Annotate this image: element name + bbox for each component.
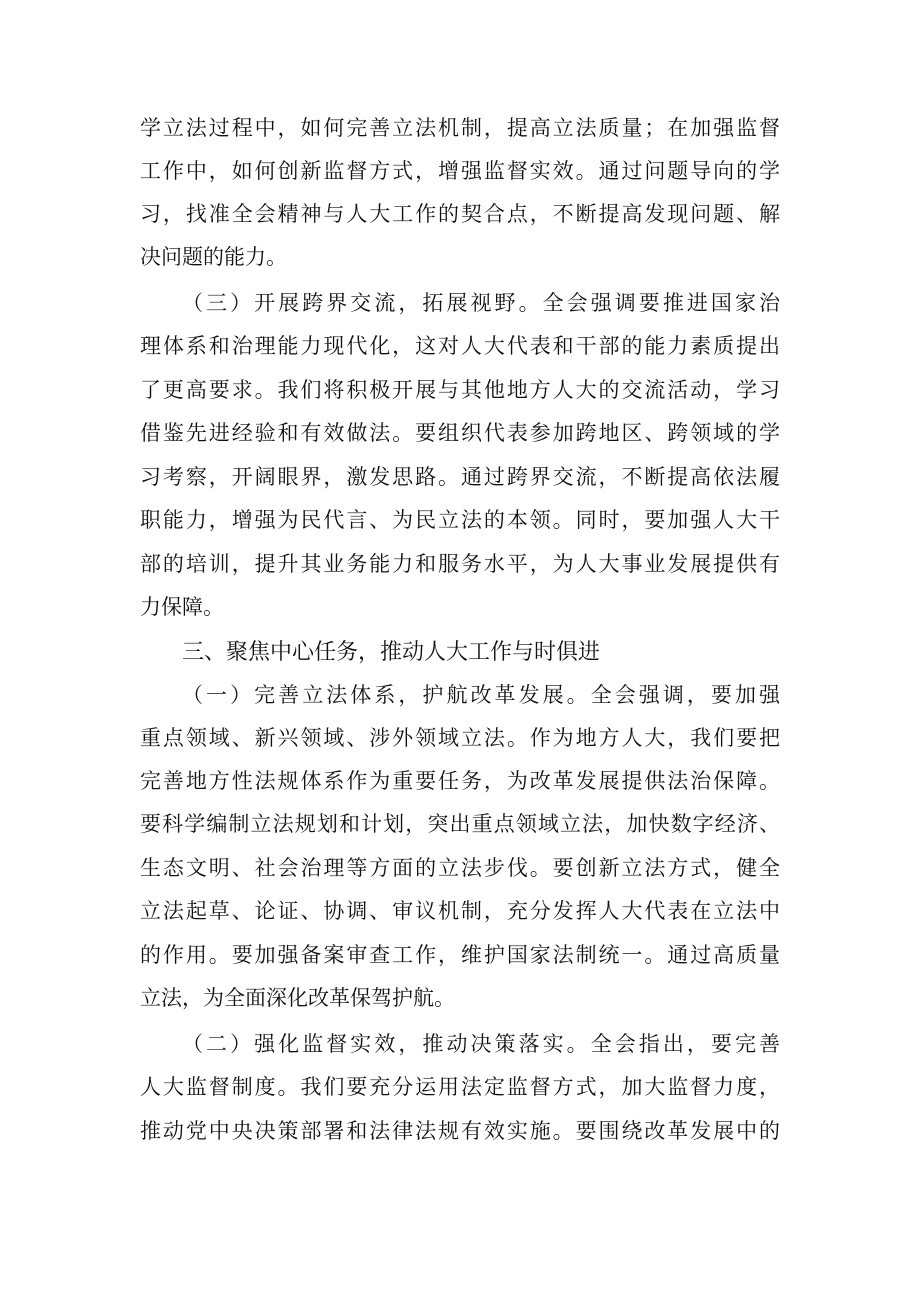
- paragraph-line: 习考察，开阔眼界，激发思路。通过跨界交流，不断提高依法履: [140, 465, 780, 489]
- paragraph-line: 了更高要求。我们将积极开展与其他地方人大的交流活动，学习: [140, 378, 780, 402]
- paragraph-line: 完善地方性法规体系作为重要任务，为改革发展提供法治保障。: [140, 769, 780, 793]
- paragraph-line: 理体系和治理能力现代化，这对人大代表和干部的能力素质提出: [140, 334, 780, 358]
- paragraph-first-line: （一）完善立法体系，护航改革发展。全会强调，要加强: [182, 683, 780, 707]
- section-heading: 三、聚焦中心任务，推动人大工作与时俱进: [182, 640, 601, 665]
- paragraph-line: 借鉴先进经验和有效做法。要组织代表参加跨地区、跨领域的学: [140, 421, 780, 445]
- paragraph-line: 立法，为全面深化改革保驾护航。: [140, 986, 455, 1010]
- paragraph-line: 工作中，如何创新监督方式，增强监督实效。通过问题导向的学: [140, 159, 780, 183]
- paragraph-line: 学立法过程中，如何完善立法机制，提高立法质量；在加强监督: [140, 116, 780, 140]
- paragraph-line: 要科学编制立法规划和计划，突出重点领域立法，加快数字经济、: [140, 812, 780, 836]
- paragraph-line: 人大监督制度。我们要充分运用法定监督方式，加大监督力度，: [140, 1075, 780, 1099]
- paragraph-line: 重点领域、新兴领域、涉外领域立法。作为地方人大，我们要把: [140, 726, 780, 750]
- paragraph-line: 习，找准全会精神与人大工作的契合点，不断提高发现问题、解: [140, 202, 780, 226]
- paragraph-line: 决问题的能力。: [140, 245, 287, 269]
- paragraph-line: 的作用。要加强备案审查工作，维护国家法制统一。通过高质量: [140, 943, 780, 967]
- paragraph-line: 力保障。: [140, 595, 224, 619]
- paragraph-first-line: （三）开展跨界交流，拓展视野。全会强调要推进国家治: [182, 291, 780, 315]
- paragraph-line: 生态文明、社会治理等方面的立法步伐。要创新立法方式，健全: [140, 856, 780, 880]
- paragraph-line: 立法起草、论证、协调、审议机制，充分发挥人大代表在立法中: [140, 899, 780, 923]
- paragraph-line: 部的培训，提升其业务能力和服务水平，为人大事业发展提供有: [140, 552, 780, 576]
- paragraph-line: 职能力，增强为民代言、为民立法的本领。同时，要加强人大干: [140, 508, 780, 532]
- paragraph-line: 推动党中央决策部署和法律法规有效实施。要围绕改革发展中的: [140, 1119, 780, 1143]
- paragraph-first-line: （二）强化监督实效，推动决策落实。全会指出，要完善: [182, 1032, 780, 1056]
